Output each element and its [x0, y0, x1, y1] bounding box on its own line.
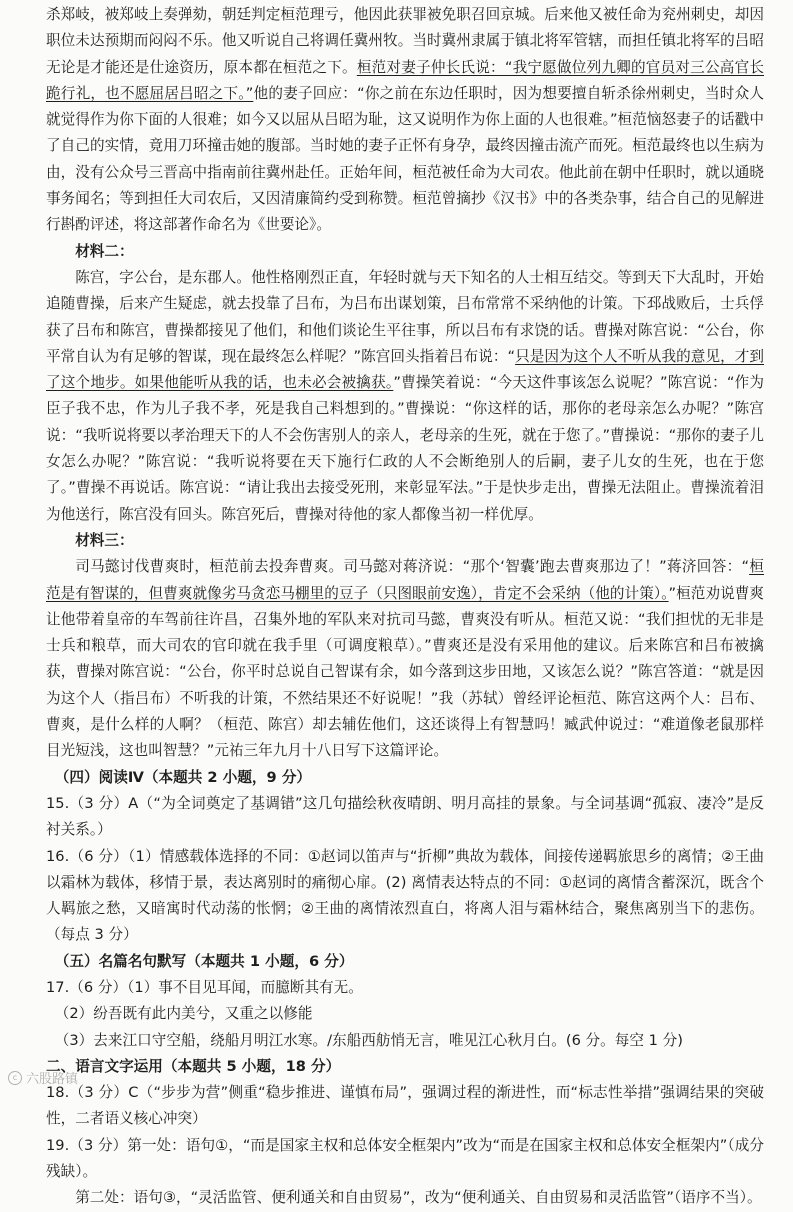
heading-part-2: 二、语言文字运用（本题共 5 小题，18 分）	[46, 1057, 341, 1075]
watermark	[8, 1068, 78, 1087]
text-span: 他的妻子回应：“你之前在东边任职时，因为想要擅自斩杀徐州刺史，当时众人就觉得作为你下面的人很难；如今又以屈从吕昭为耻，这又说明作为你上面的人也很难。”桓范恼怒妻子的话戳中了自己的实情，竟用刀环撞击她的腹部。当时她的妻子正怀有身孕，最终因撞击流产而死。桓范最终也以生病为由，没有公众号三晋高中指南前往冀州赴任。正始年间，桓范被任命为大司农。他此前在朝中任职时，就以通晓事务闻名；等到担任大司农后，又因清廉简约受到称赞。桓范曾摘抄《汉书》中的各类杂事，结合自己的见解进行斟酌评述，将这部著作命名为《世要论》。	[46, 84, 765, 234]
document-body	[46, 2, 764, 1212]
paragraph-material2	[46, 265, 764, 528]
paragraph-material1-continued	[46, 2, 764, 239]
answer-q15: 15.（3 分）A（“为全词奠定了基调错”这几句描绘秋夜晴朗、明月高挂的景象。与全词基调“孤寂、凄冷”是反衬关系。）	[46, 794, 764, 839]
heading-reading-4: （四）阅读Ⅳ（本题共 2 小题，9 分）	[54, 768, 312, 786]
heading-material-2: 材料二：	[75, 242, 134, 260]
answer-q16: 16.（6 分）（1）情感载体选择的不同：①赵词以笛声与“折柳”典故为载体，间接传递羁旅思乡的离情；②王曲以霜林为载体，移情于景，表达离别时的痛彻心扉。(2) 离情表达特点的不同：①赵词的离情含蓄深沉，既含个人羁旅之愁，又暗寓时代动荡的怅惘；②王曲的离情浓烈直白，将离人泪与霜林结合，聚焦离别当下的悲伤。（每点 3 分）	[46, 847, 764, 944]
answer-q19-part2: 第二处：语句③，“灵活监管、便利通关和自由贸易”，改为“便利通关、自由贸易和灵活监管”（语序不当）。	[75, 1189, 762, 1207]
text-span: ”桓范劝说曹爽让他带着皇帝的车驾前往许昌，召集外地的军队来对抗司马懿，曹爽没有听从。桓范又说：“我们担忧的无非是士兵和粮草，而大司农的官印就在我手里（可调度粮草）。”曹爽还是没有采用他的建议。后来陈宫和吕布被擒获，曹操对陈宫说：“公台，你平时总说自己智谋有余，如今落到这步田地，又该怎么说？”陈宫答道：“就是因为这个人（指吕布）不听我的计策，不然结果还不好说呢！”我（苏轼）曾经评论桓范、陈宫这两个人：吕布、曹爽，是什么样的人啊？（桓范、陈宫）却去辅佐他们，这还谈得上有智慧吗！臧武仲说过：“难道像老鼠那样目光短浅，这也叫智慧？”元祐三年九月十八日写下这篇评论。	[46, 584, 765, 760]
text-span: 司马懿讨伐曹爽时，桓范前去投奔曹爽。司马懿对蒋济说：“那个‘智囊’跑去曹爽那边了！”蒋济回答：“	[75, 558, 750, 576]
heading-section-5: （五）名篇名句默写（本题共 1 小题，6 分）	[54, 952, 354, 970]
answer-q17-3: （3）去来江口守空船，绕船月明江水寒。/东船西舫悄无言，唯见江心秋月白。(6 分。每空 1 分)	[54, 1031, 683, 1049]
text-span: ”曹操笑着说：“今天这件事该怎么说呢？”陈宫说：“作为臣子我不忠，作为儿子我不孝，死是我自己料想到的。”曹操说：“你这样的话，那你的老母亲怎么办呢？”陈宫说：“我听说将要以孝治理天下的人不会伤害别人的亲人，老母亲的生死，就在于您了。”曹操说：“那你的妻子儿女怎么办呢？”陈宫说：“我听说将要在天下施行仁政的人不会断绝别人的后嗣，妻子儿女的生死，也在于您了。”曹操不再说话。陈宫说：“请让我出去接受死刑，来彰显军法。”于是快步走出，曹操无法阻止。曹操流着泪为他送行，陈宫没有回头。陈宫死后，曹操对待他的家人都像当初一样优厚。	[46, 374, 764, 523]
answer-q17-1: 17.（6 分）（1）事不目见耳闻，而臆断其有无。	[46, 978, 363, 996]
underlined-sentence: 只是因为这个人不听从我的意见，才到了这个地步。如果他能听从我的话，也未必会被擒获。	[46, 347, 764, 392]
text-span: 陈宫，字公台，是东郡人。他性格刚烈正直，年轻时就与天下知名的人士相互结交。等到天下大乱时，开始追随曹操，后来产生疑虑，就去投靠了吕布，为吕布出谋划策，吕布常常不采纳他的计策。下邳战败后，士兵俘获了吕布和陈宫，曹操都接见了他们，和他们谈论生平往事，所以吕布有求饶的话。曹操对陈宫说：“公台，你平常自认为有足够的智谋，现在最终怎么样呢？”陈宫回头指着吕布说：“	[46, 268, 764, 365]
heading-material-3: 材料三：	[75, 531, 134, 549]
answer-q17-2: （2）纷吾既有此内美兮，又重之以修能	[54, 1005, 313, 1023]
answer-q18: 18.（3 分）C（“步步为营”侧重“稳步推进、谨慎布局”，强调过程的渐进性，而“标志性举措”强调结果的突破性，二者语义核心冲突）	[46, 1084, 764, 1128]
underlined-sentence: 桓范是有智谋的，但曹爽就像劣马贪恋马棚里的豆子（只图眼前安逸），肯定不会采纳（他的计策）。	[46, 558, 764, 602]
text-span: 杀郑岐，被郑岐上奏弹劾，朝廷判定桓范理亏，他因此获罪被免职召回京城。后来他又被任命为兖州刺史，却因职位未达预期而闷闷不乐。他又听说自己将调任冀州牧。当时冀州隶属于镇北将军管辖，而担任镇北将军的吕昭无论是才能还是仕途资历，原本都在桓范之下。	[46, 6, 764, 76]
paragraph-material3	[46, 554, 764, 764]
answer-q19: 19.（3 分）第一处：语句①，“而是国家主权和总体安全框架内”改为“而是在国家主权和总体安全框架内”（成分残缺）。	[46, 1136, 764, 1181]
underlined-sentence: 桓范对妻子仲长氏说：“我宁愿做位列九卿的官员对三公高官长跪行礼，也不愿屈居吕昭之下。”	[46, 58, 765, 102]
watermark-text: 六股路镇	[26, 1072, 79, 1087]
copyright-circle-icon: c	[8, 1071, 22, 1085]
